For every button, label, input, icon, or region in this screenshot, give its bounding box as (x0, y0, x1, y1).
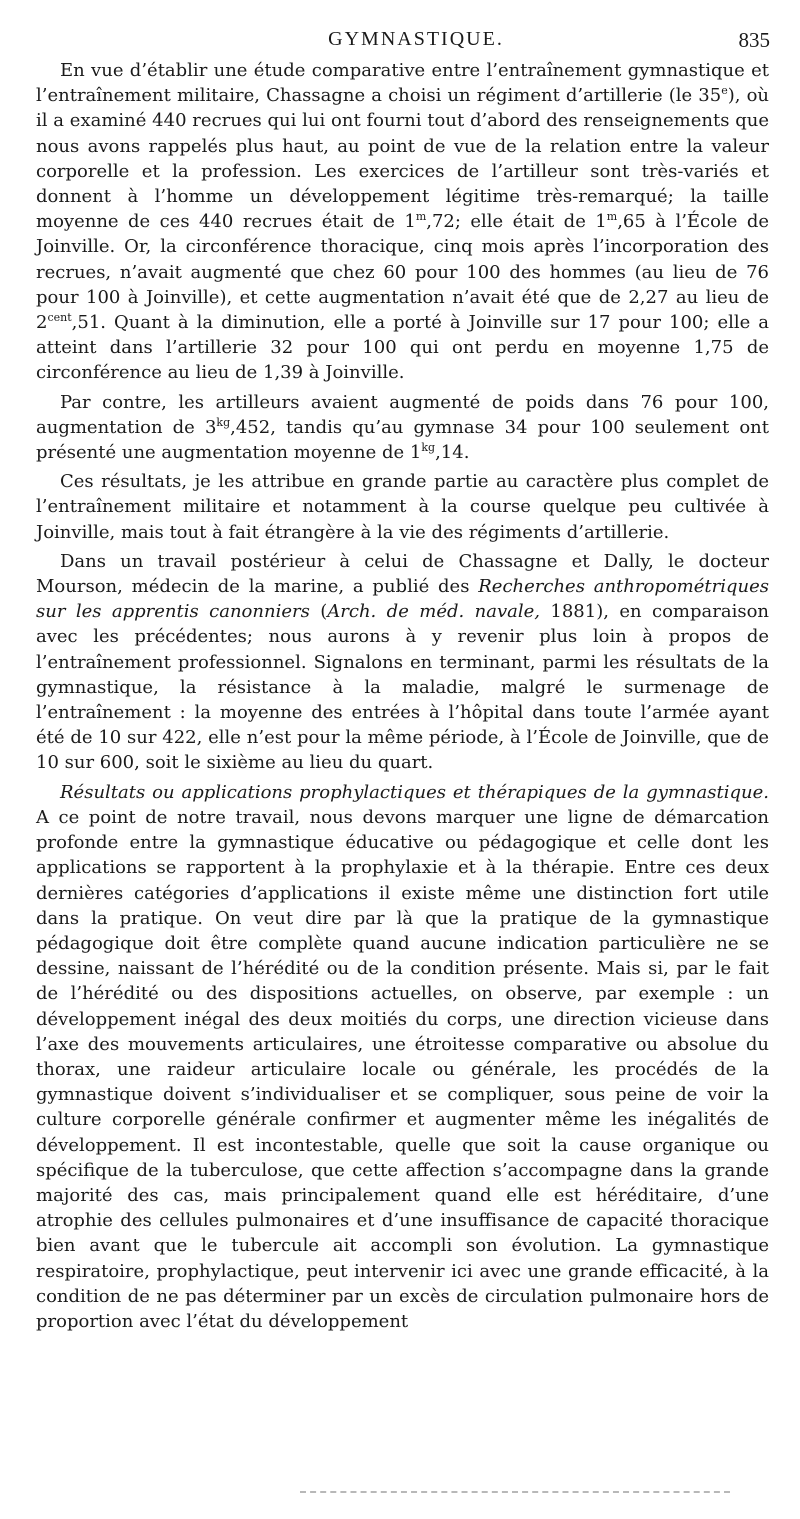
page-number: 835 (738, 28, 770, 52)
section-heading: Résultats ou applications prophylactiques et thérapiques de la gymnastique. (60, 781, 769, 803)
paragraph-3: Ces résultats, je les attribue en grande partie au caractère plus complet de l’entraînement militaire et notamment à la course quelque peu cultivée à Joinville, mais tout à fait étrangère à la vie des régiments d’artillerie. (36, 471, 769, 543)
running-header (62, 28, 770, 56)
citation-journal: Arch. de méd. navale, (327, 601, 540, 623)
citation-title: Recherches anthropométriques sur les apprentis canonniers (36, 576, 769, 623)
body-text (36, 58, 769, 1334)
paragraph-4: Dans un travail postérieur à celui de Chassagne et Dally, le docteur Mourson, médecin de la marine, a publié des Recherches anthropométriques sur les apprentis canonniers (Arch. de méd. navale, 1881), en comparaison avec les précédentes; nous aurons à y revenir plus loin à propos de l’entraînement professionnel. Signalons en terminant, parmi les résultats de la gymnastique, la résistance à la maladie, malgré le surmenage de l’entraînement : la moyenne des entrées à l’hôpital dans toute l’armée ayant été de 10 sur 422, elle n’est pour la même période, à l’École de Joinville, que de 10 sur 600, soit le sixième au lieu du quart. (36, 550, 769, 774)
running-title: GYMNASTIQUE. (328, 28, 504, 50)
footer-rule (300, 1491, 730, 1493)
paragraph-5: Résultats ou applications prophylactiques et thérapiques de la gymnastique. A ce point de notre travail, nous devons marquer une ligne de démarcation profonde entre la gymnastique éducative ou pédagogique et celle dont les applications se rapportent à la prophylaxie et à la thérapie. Entre ces deux dernières catégories d’applications il existe même une distinction fort utile dans la pratique. On veut dire par là que la pratique de la gymnastique pédagogique doit être complète quand aucune indication particulière ne se dessine, naissant de l’hérédité ou de la condition présente. Mais si, par le fait de l’hérédité ou des dispositions actuelles, on observe, par exemple : un développement inégal des deux moitiés du corps, une direction vicieuse dans l’axe des mouvements articulaires, une étroitesse comparative ou absolue du thorax, une raideur articulaire locale ou générale, les procédés de la gymnastique doivent s’individualiser et se compliquer, sous peine de voir la culture corporelle générale confirmer et augmenter même les inégalités de développement. Il est incontestable, quelle que soit la cause organique ou spécifique de la tuberculose, que cette affection s’accompagne dans la grande majorité des cas, mais principalement quand elle est héréditaire, d’une atrophie des cellules pulmonaires et d’une insuffisance de capacité thoracique bien avant que le tubercule ait accompli son évolution. La gymnastique respiratoire, prophylactique, peut intervenir ici avec une grande efficacité, à la condition de ne pas déterminer par un excès de circulation pulmonaire hors de proportion avec l’état du développement (36, 781, 769, 1332)
paragraph-2: Par contre, les artilleurs avaient augmenté de poids dans 76 pour 100, augmentation de $3^{kg},452$, tandis qu’au gymnase 34 pour 100 seulement ont présenté une augmentation moyenne de $1^{kg},14$. (36, 391, 769, 464)
paragraph-1: En vue d’établir une étude comparative entre l’entraînement gymnastique et l’entraînement militaire, Chassagne a choisi un régiment d’artillerie (le 35e), où il a examiné 440 recrues qui lui ont fourni tout d’abord des renseignements que nous avons rappelés plus haut, au point de vue de la relation entre la valeur corporelle et la profession. Les exercices de l’artilleur sont très-variés et donnent à l’homme un développement légitime très-remarqué; la taille moyenne de ces 440 recrues était de 1$^m$,72; elle était de 1$^m$,65 à l’École de Joinville. Or, la circonférence thoracique, cinq mois après l’incorporation des recrues, n’avait augmenté que chez 60 pour 100 des hommes (au lieu de 76 pour 100 à Joinville), et cette augmentation n’avait été que de 2,27 au lieu de $2^{cent},51$. Quant à la diminution, elle a porté à Joinville sur 17 pour 100; elle a atteint dans l’artillerie 32 pour 100 qui ont perdu en moyenne 1,75 de circonférence au lieu de 1,39 à Joinville. (36, 60, 769, 384)
